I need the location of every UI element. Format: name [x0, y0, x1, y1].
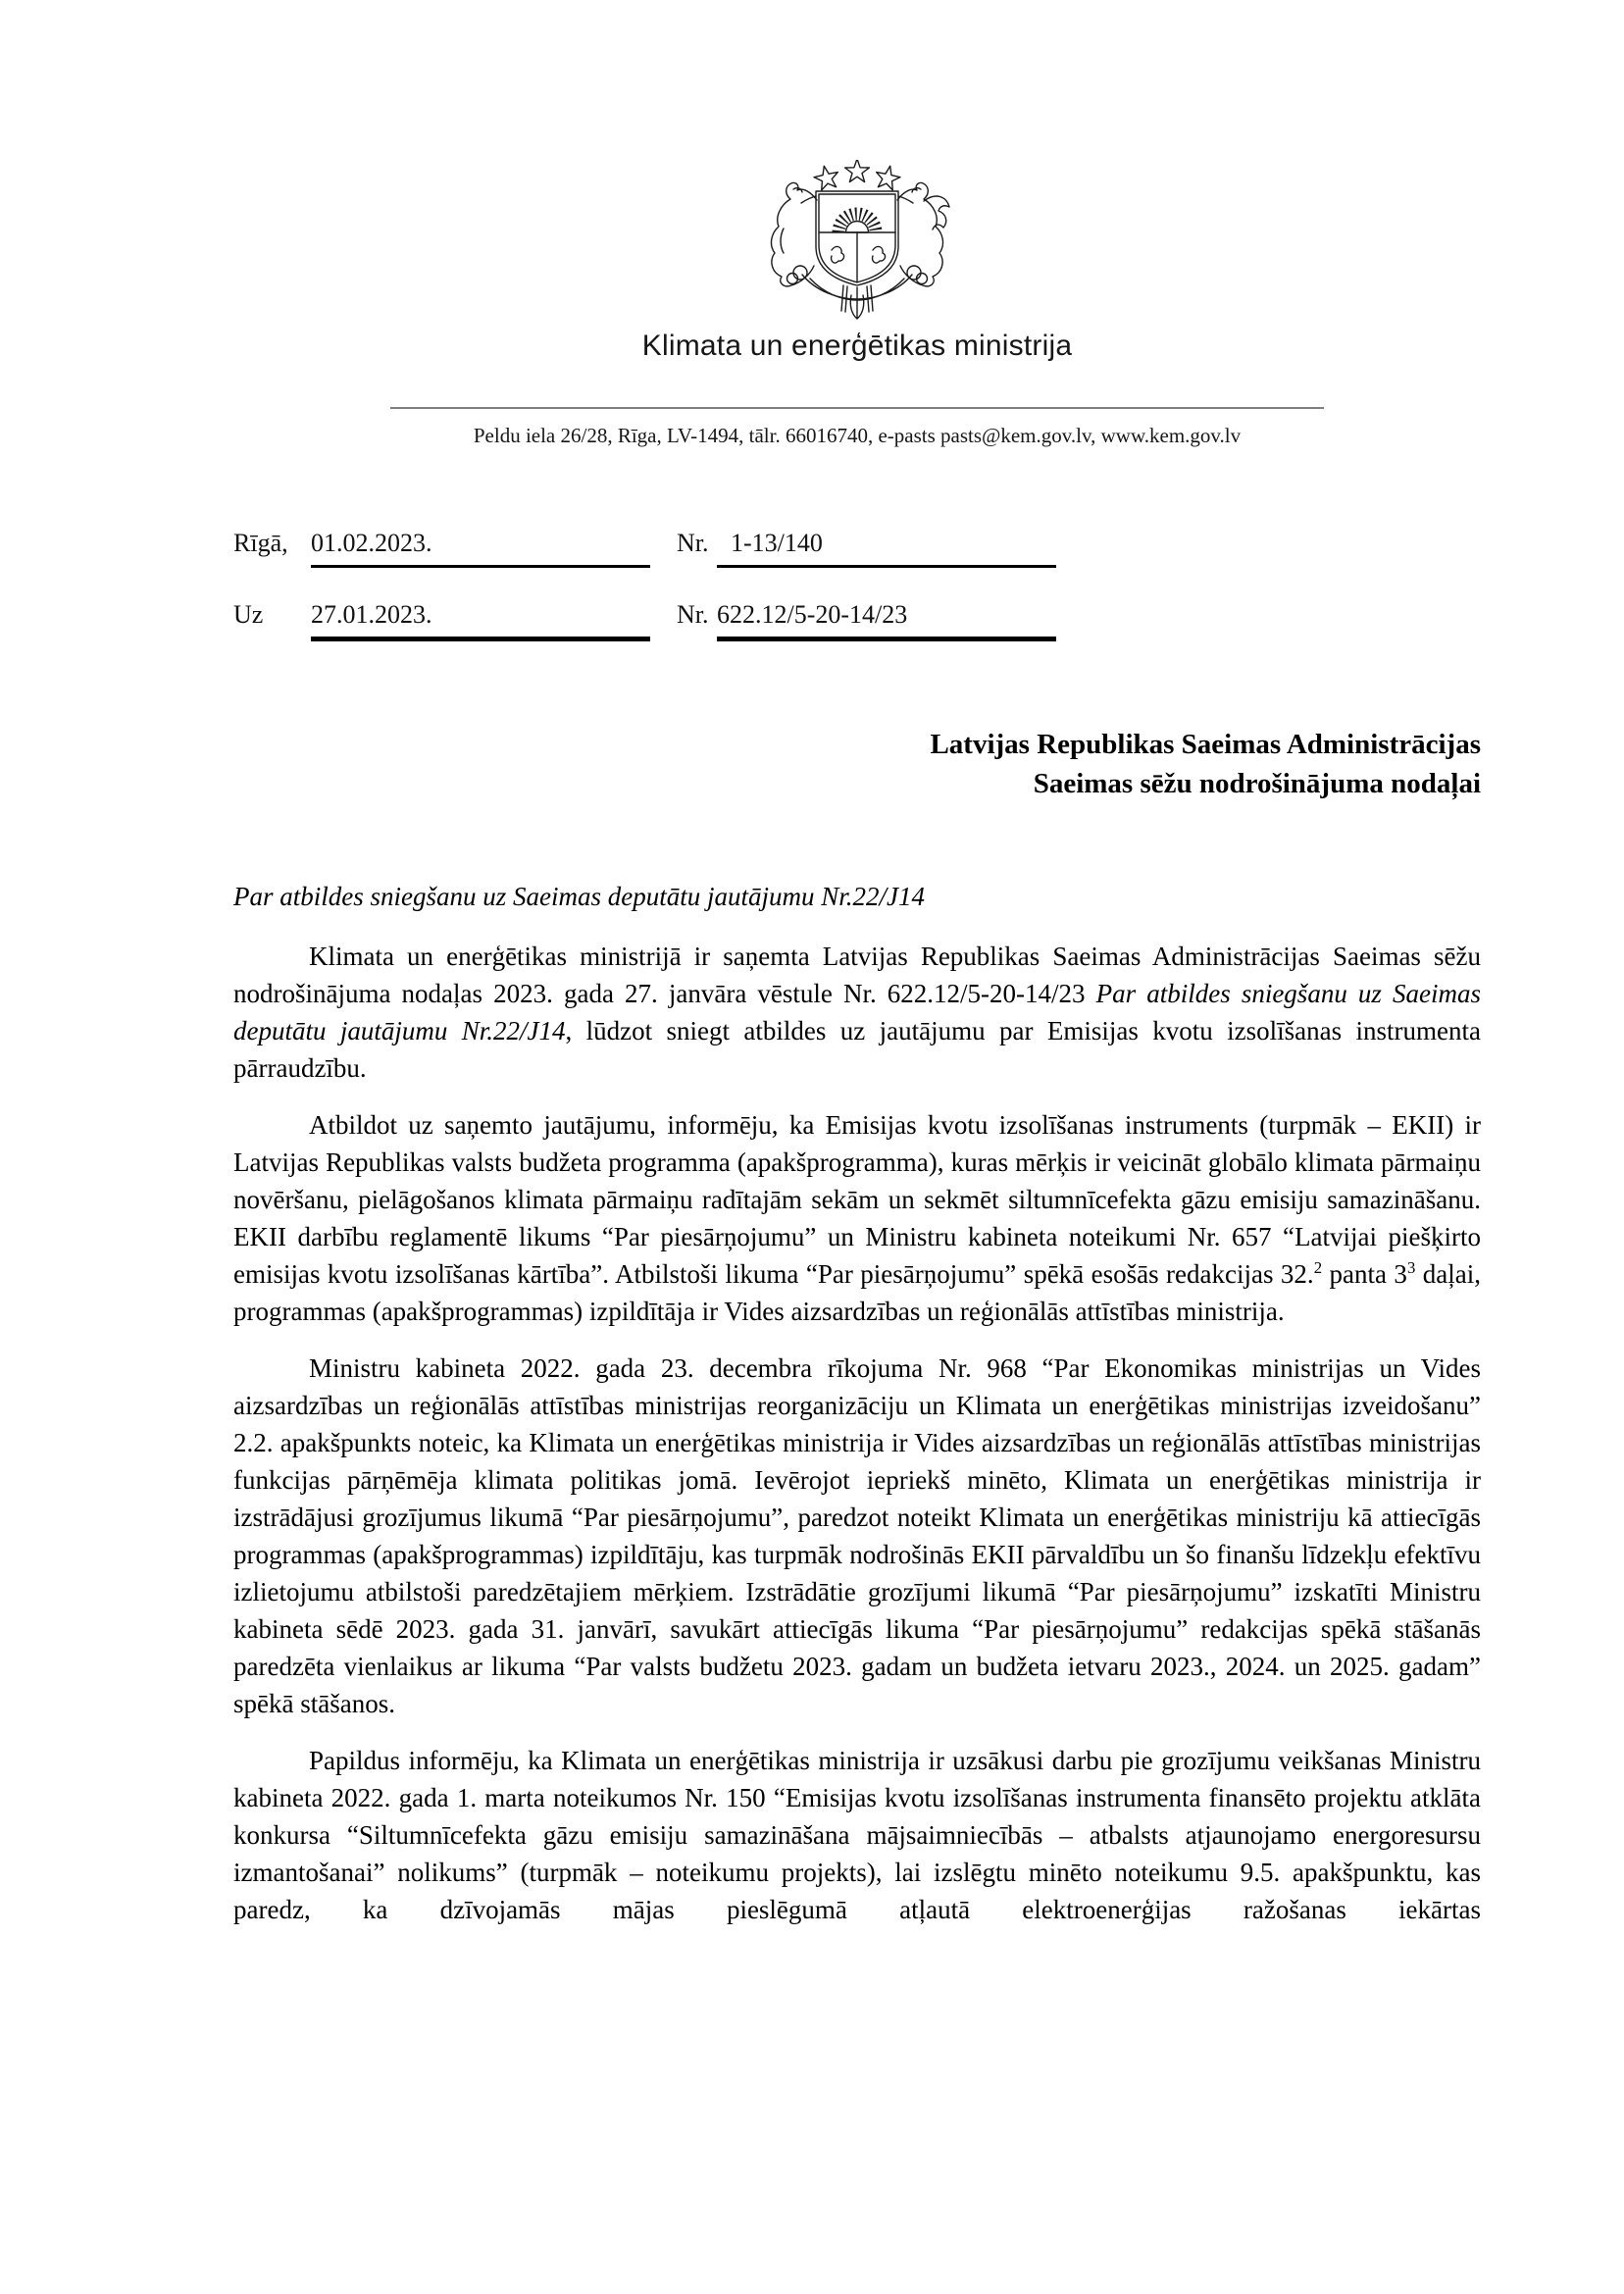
subject-line: Par atbildes sniegšanu uz Saeimas deputātu jautājumu Nr.22/J14	[233, 882, 925, 911]
reply-number-label: Nr.	[677, 600, 709, 629]
letter-body	[233, 938, 1481, 1928]
reply-to-label: Uz	[233, 600, 264, 629]
letter-number-value: 1-13/140	[717, 529, 1056, 568]
letterhead-divider	[390, 407, 1324, 409]
paragraph-4: Papildus informēju, ka Klimata un enerģētikas ministrija ir uzsākusi darbu pie grozījumu veikšanas Ministru kabineta 2022. gada 1. marta noteikumos Nr. 150 “Emisijas kvotu izsolīšanas instrumenta finansēto projektu atklāta konkursa “Siltumnīcefekta gāzu emisiju samazināšana mājsaimniecībās – atbalsts atjaunojamo energoresursu izmantošanai” nolikums” (turpmāk – noteikumu projekts), lai izslēgtu minēto noteikumu 9.5. apakšpunktu, kas paredz, ka dzīvojamās mājas pieslēgumā atļautā elektroenerģijas ražošanas iekārtas	[233, 1746, 1481, 1924]
letter-content	[0, 160, 1624, 2294]
recipient-line-2: Saeimas sēžu nodrošinājuma nodaļai	[1033, 768, 1481, 799]
place-label: Rīgā,	[233, 529, 288, 557]
paragraph-2: Atbildot uz saņemto jautājumu, informēju, ka Emisijas kvotu izsolīšanas instruments (turpmāk – EKII) ir Latvijas Republikas valsts budžeta programma (apakšprogramma), kuras mērķis ir veicināt globālo klimata pārmaiņu novēršanu, pielāgošanos klimata pārmaiņu radītajām sekām un sekmēt siltumnīcefekta gāzu emisiju samazināšanu. EKII darbību reglamentē likums “Par piesārņojumu” un Ministru kabineta noteikumi Nr. 657 “Latvijai piešķirto emisijas kvotu izsolīšanas kārtība”. Atbilstoši likuma “Par piesārņojumu” spēkā esošās redakcijas 32.$^2$ panta $3^3$ daļai, programmas (apakšprogrammas) izpildītāja ir Vides aizsardzības un reģionālās attīstības ministrija.	[233, 1110, 1481, 1326]
number-label: Nr.	[677, 529, 709, 557]
reference-block	[233, 529, 1481, 641]
letter-date-value: 01.02.2023.	[311, 529, 650, 568]
recipient-block	[233, 725, 1481, 803]
paragraph-3: Ministru kabineta 2022. gada 23. decembra rīkojuma Nr. 968 “Par Ekonomikas ministrijas un Vides aizsardzības un reģionālās attīstības ministrijas reorganizāciju un Klimata un enerģētikas ministrijas izveidošanu” 2.2. apakšpunkts noteic, ka Klimata un enerģētikas ministrija ir Vides aizsardzības un reģionālās attīstības ministrijas funkcijas pārņēmēja klimata politikas jomā. Ievērojot iepriekš minēto, Klimata un enerģētikas ministrija ir izstrādājusi grozījumus likumā “Par piesārņojumu”, paredzot noteikt Klimata un enerģētikas ministriju kā attiecīgās programmas (apakšprogrammas) izpildītāju, kas turpmāk nodrošinās EKII pārvaldību un šo finanšu līdzekļu efektīvu izlietojumu atbilstoši paredzētajiem mērķiem. Izstrādātie grozījumi likumā “Par piesārņojumu” izskatīti Ministru kabineta sēdē 2023. gada 31. janvārī, savukārt attiecīgās likuma “Par piesārņojumu” redakcijas spēkā stāšanās paredzēta vienlaikus ar likuma “Par valsts budžetu 2023. gadam un budžeta ietvaru 2023., 2024. un 2025. gadam” spēkā stāšanos.	[233, 1353, 1481, 1718]
ministry-name: Klimata un enerģētikas ministrija	[641, 330, 1073, 362]
paragraph-1: Klimata un enerģētikas ministrijā ir saņemta Latvijas Republikas Saeimas Administrācijas Saeimas sēžu nodrošinājuma nodaļas 2023. gada 27. janvāra vēstule Nr. 622.12/5-20-14/23 Par atbildes sniegšanu uz Saeimas deputātu jautājumu Nr.22/J14, lūdzot sniegt atbildes uz jautājumu par Emisijas kvotu izsolīšanas instrumenta pārraudzību.	[233, 942, 1482, 1083]
recipient-line-1: Latvijas Republikas Saeimas Administrācijas	[930, 729, 1481, 760]
reference-row-reply	[233, 600, 1481, 641]
reference-row-date	[233, 529, 1481, 568]
reply-number-value: 622.12/5-20-14/23	[717, 600, 1056, 641]
reply-date-value: 27.01.2023.	[311, 600, 650, 641]
ministry-address-line: Peldu iela 26/28, Rīga, LV-1494, tālr. 66016740, e-pasts pasts@kem.gov.lv, www.kem.gov.lv	[473, 424, 1242, 447]
latvia-coat-of-arms-icon	[757, 160, 957, 321]
